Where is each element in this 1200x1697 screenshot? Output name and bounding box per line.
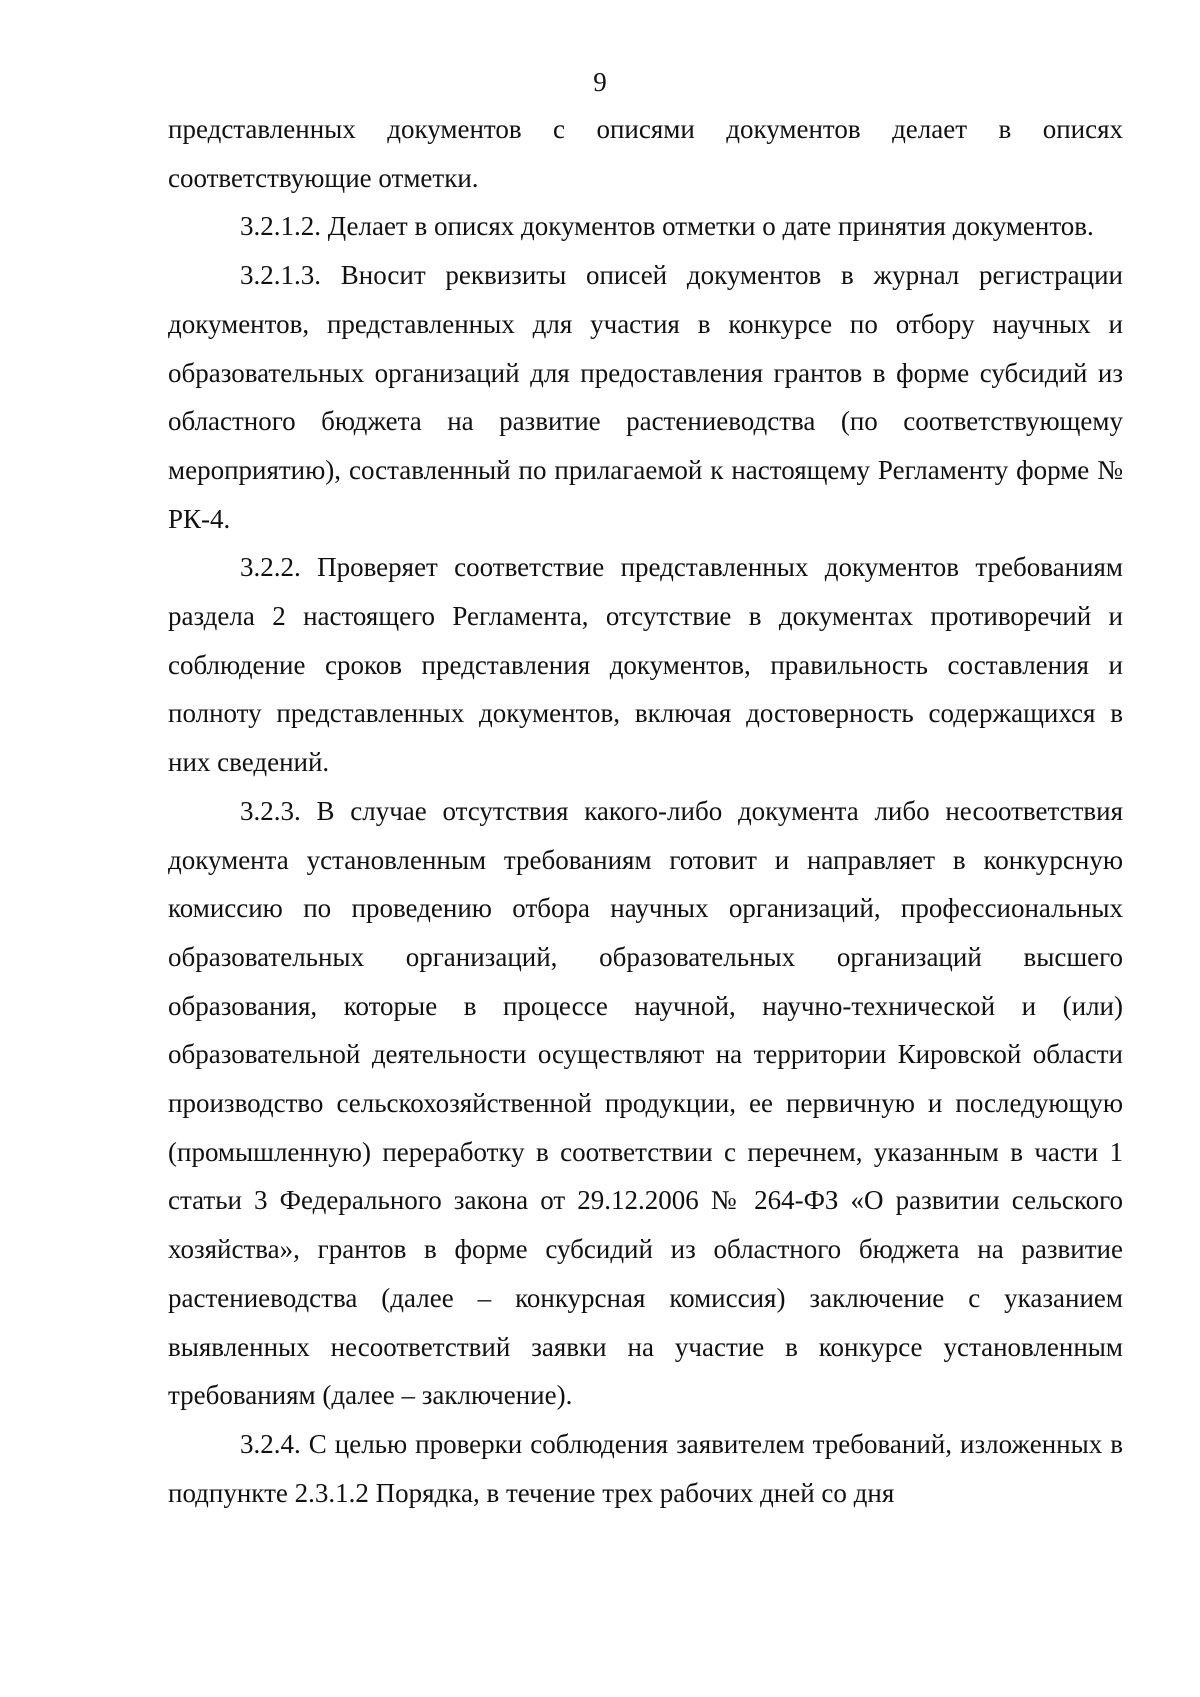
paragraph-3-2-1-2: 3.2.1.2. Делает в описях документов отметки о дате принятия документов. bbox=[240, 211, 1094, 242]
paragraph-3-2-2: 3.2.2. Проверяет соответствие представленных документов требованиям раздела 2 настоящего Регламента, отсутствие в документах противоречий и соблюдение сроков представления документов, правильность составления и полноту представленных документов, включая достоверность содержащихся в них сведений. bbox=[168, 552, 1123, 778]
paragraph-3-2-4: 3.2.4. С целью проверки соблюдения заявителем требований, изложенных в подпункте 2.3.1.2 Порядка, в течение трех рабочих дней со дня bbox=[168, 1428, 1123, 1508]
page-number: 9 bbox=[593, 67, 607, 97]
paragraph-3-2-1-3: 3.2.1.3. Вносит реквизиты описей документов в журнал регистрации документов, представленных для участия в конкурсе по отбору научных и образовательных организаций для предоставления грантов в форме субсидий из областного бюджета на развитие растениеводства (по соответствующему мероприятию), составленный по прилагаемой к настоящему Регламенту форме № РК-4. bbox=[168, 260, 1123, 534]
paragraph-3-2-3: 3.2.3. В случае отсутствия какого-либо документа либо несоответствия документа установленным требованиям готовит и направляет в конкурсную комиссию по проведению отбора научных организаций, профессиональных образовательных организаций, образовательных организаций высшего образования, которые в процессе научной, научно-технической и (или) образовательной деятельности осуществляют на территории Кировской области производство сельскохозяйственной продукции, ее первичную и последующую (промышленную) переработку в соответствии с перечнем, указанным в части 1 статьи 3 Федерального закона от 29.12.2006 № 264-ФЗ «О развитии сельского хозяйства», грантов в форме субсидий из областного бюджета на развитие растениеводства (далее – конкурсная комиссия) заключение с указанием выявленных несоответствий заявки на участие в конкурсе установленным требованиям (далее – заключение). bbox=[168, 795, 1123, 1411]
document-body bbox=[168, 105, 1123, 1517]
paragraph-continuation: представленных документов с описями документов делает в описях соответствующие отметки. bbox=[168, 114, 1123, 193]
